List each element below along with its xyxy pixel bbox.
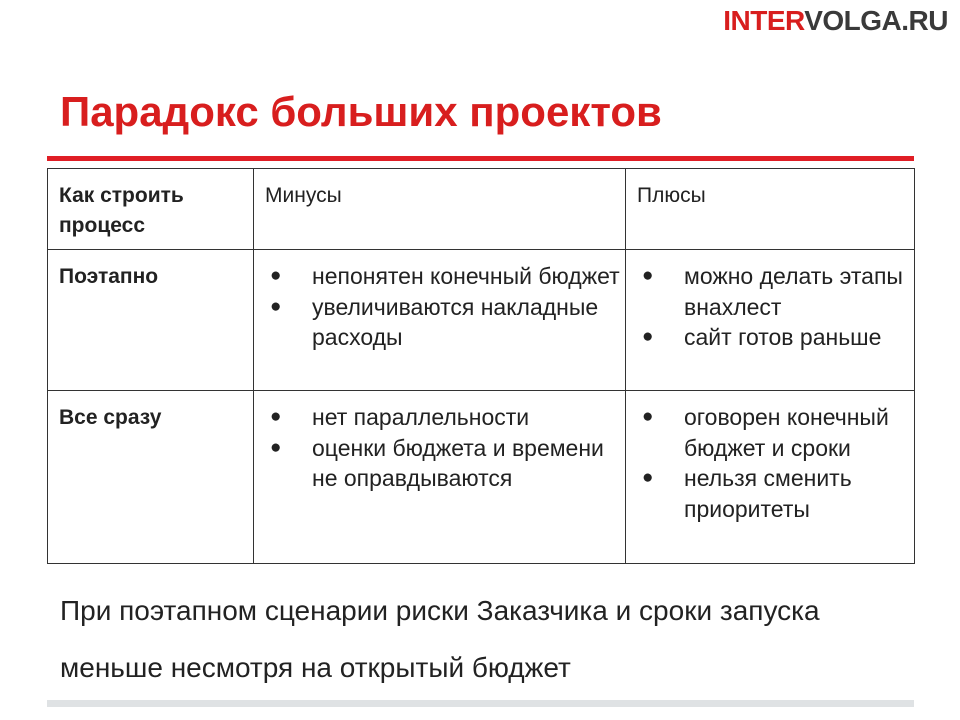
bullet-icon: ●: [642, 265, 654, 286]
bullet-icon: ●: [270, 295, 282, 317]
list-item-text: сайт готов раньше: [684, 324, 882, 350]
logo-text-volga: VOLGA.RU: [804, 5, 948, 36]
pluses-cell: [626, 250, 915, 391]
table-row: [48, 391, 915, 564]
pluses-list: [626, 391, 914, 524]
conclusion-text: При поэтапном сценарии риски Заказчика и сроки запуска меньше несмотря на открытый бюджет: [60, 595, 820, 683]
list-item-text: оценки бюджета и времени не оправдываются: [312, 434, 604, 491]
list-item: [254, 261, 621, 292]
header-minuses-label: Минусы: [265, 184, 342, 207]
footer-bar: [47, 700, 914, 707]
row-label: Все сразу: [59, 406, 162, 429]
row-label: Поэтапно: [59, 265, 159, 288]
list-item-text: нет параллельности: [312, 404, 530, 430]
bullet-icon: ●: [270, 406, 282, 427]
pluses-cell: [626, 391, 915, 564]
list-item: [626, 463, 910, 524]
list-item: [626, 322, 910, 353]
list-item: [626, 261, 910, 322]
row-label-cell: [48, 391, 254, 564]
bullet-icon: ●: [642, 406, 654, 427]
minuses-cell: [254, 250, 626, 391]
list-item-text: можно делать этапы внахлест: [684, 263, 903, 320]
list-item-text: непонятен конечный бюджет: [312, 263, 620, 289]
list-item-text: оговорен конечный бюджет и сроки: [684, 404, 889, 461]
minuses-cell: [254, 391, 626, 564]
brand-logo[interactable]: [723, 3, 948, 39]
comparison-table: [47, 168, 915, 564]
title-divider: [47, 156, 914, 161]
header-pluses-label: Плюсы: [637, 184, 706, 207]
bullet-icon: ●: [270, 265, 282, 286]
header-cell-process: [48, 169, 254, 250]
logo-text-inter: INTER: [723, 5, 805, 36]
list-item-text: нельзя сменить приоритеты: [684, 465, 852, 522]
list-item: [254, 433, 621, 494]
bullet-icon: ●: [642, 326, 654, 347]
bullet-icon: ●: [270, 436, 282, 458]
minuses-list: [254, 391, 625, 494]
table-row: [48, 250, 915, 391]
header-cell-pluses: [626, 169, 915, 250]
table-header-row: [48, 169, 915, 250]
pluses-list: [626, 250, 914, 353]
minuses-list: [254, 250, 625, 353]
row-label-cell: [48, 250, 254, 391]
bullet-icon: ●: [642, 467, 654, 488]
list-item: [254, 402, 621, 433]
list-item-text: увеличиваются накладные расходы: [312, 293, 599, 350]
slide-title: Парадокс больших проектов: [60, 88, 662, 135]
list-item: [626, 402, 910, 463]
list-item: [254, 292, 621, 353]
header-process-label: Как строить процесс: [59, 184, 184, 237]
header-cell-minuses: [254, 169, 626, 250]
